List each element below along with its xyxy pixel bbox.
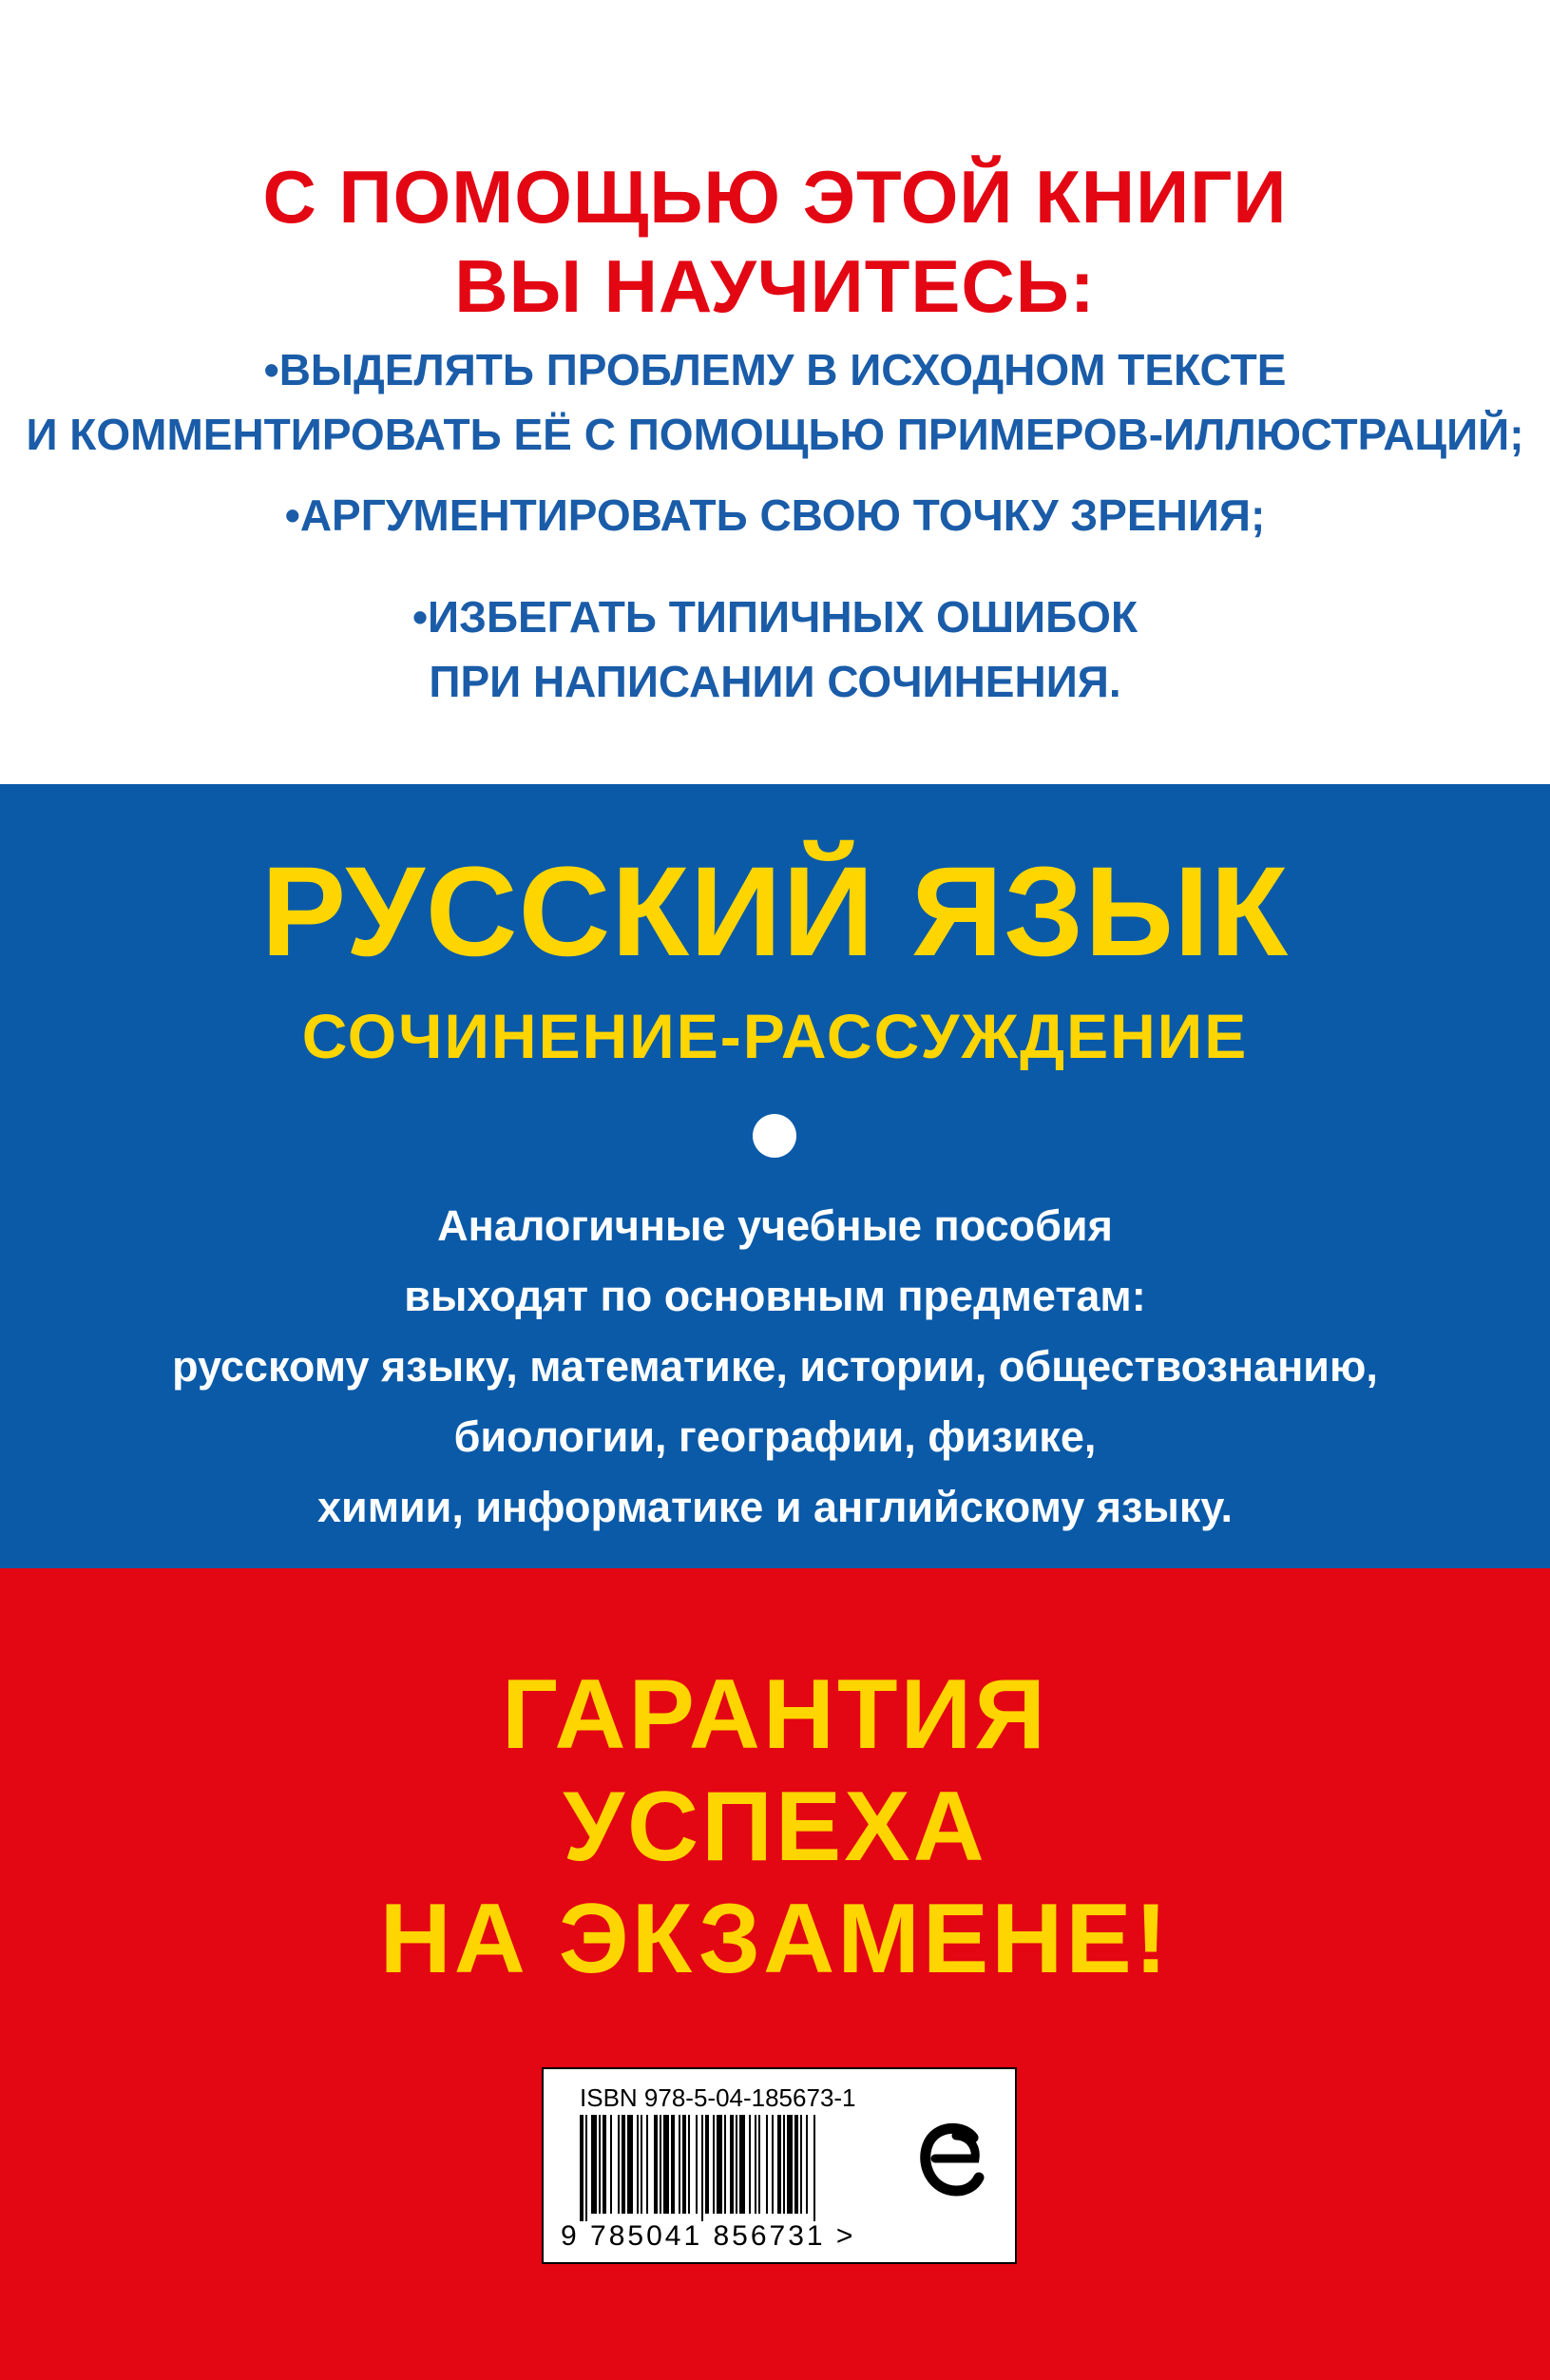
slogan-line-2: УСПЕХА xyxy=(563,1772,987,1882)
barcode-bar xyxy=(671,2115,675,2214)
barcode-bar xyxy=(663,2115,669,2214)
barcode-bars xyxy=(580,2115,893,2221)
barcode-bar xyxy=(713,2115,715,2214)
barcode-bar xyxy=(679,2115,680,2214)
barcode-bar xyxy=(813,2115,815,2221)
barcode-bar xyxy=(806,2115,808,2214)
series-line: химии, информатике и английскому языку. xyxy=(317,1483,1233,1531)
headline-line-1: С ПОМОЩЬЮ ЭТОЙ КНИГИ xyxy=(262,155,1288,239)
bullet-3-line-2: ПРИ НАПИСАНИИ СОЧИНЕНИЯ. xyxy=(429,657,1121,706)
barcode-bar xyxy=(749,2115,751,2214)
barcode-bar xyxy=(739,2115,745,2214)
barcode-bar xyxy=(591,2115,597,2214)
barcode-bar xyxy=(654,2115,658,2214)
barcode-bar xyxy=(618,2115,620,2214)
barcode-bar xyxy=(755,2115,756,2214)
barcode-bar xyxy=(627,2115,633,2214)
barcode-bar xyxy=(641,2115,642,2214)
bullet-1-line-1: •ВЫДЕЛЯТЬ ПРОБЛЕМУ В ИСХОДНОМ ТЕКСТЕ xyxy=(263,345,1287,394)
isbn-label: ISBN 978-5-04-185673-1 xyxy=(580,2083,856,2112)
barcode-bar xyxy=(603,2115,606,2214)
barcode-bar xyxy=(783,2115,785,2214)
bullet-argue-opinion xyxy=(0,483,1550,547)
barcode-bar xyxy=(787,2115,793,2214)
bullet-2-line-1: •АРГУМЕНТИРОВАТЬ СВОЮ ТОЧКУ ЗРЕНИЯ; xyxy=(284,490,1266,540)
slogan xyxy=(0,1659,1550,1995)
barcode-bar xyxy=(701,2115,703,2221)
barcode-digits: 9 785041 856731 > xyxy=(561,2220,856,2252)
barcode-bar xyxy=(580,2115,584,2221)
barcode-bar xyxy=(705,2115,709,2214)
bullet-identify-problem xyxy=(0,337,1550,467)
barcode-bar xyxy=(688,2115,690,2214)
barcode-bar xyxy=(772,2115,774,2214)
barcode-bar xyxy=(622,2115,625,2214)
separator-dot xyxy=(753,1114,796,1158)
slogan-line-3: НА ЭКЗАМЕНЕ! xyxy=(379,1884,1171,1994)
bullet-1-line-2: И КОММЕНТИРОВАТЬ ЕЁ С ПОМОЩЬЮ ПРИМЕРОВ-ИЛЛЮСТРАЦИЙ; xyxy=(26,410,1524,459)
barcode-bar xyxy=(800,2115,802,2214)
barcode-bar xyxy=(736,2115,737,2214)
series-line: биологии, географии, физике, xyxy=(453,1412,1097,1461)
barcode-bar xyxy=(777,2115,781,2214)
headline-line-2: ВЫ НАУЧИТЕСЬ: xyxy=(454,244,1096,328)
series-line: русскому языку, математике, истории, обществознанию, xyxy=(172,1342,1378,1391)
barcode-bar xyxy=(585,2115,587,2221)
bullet-3-line-1: •ИЗБЕГАТЬ ТИПИЧНЫХ ОШИБОК xyxy=(411,592,1139,642)
barcode-bar xyxy=(724,2115,726,2214)
barcode-bar xyxy=(730,2115,734,2214)
barcode-bar xyxy=(637,2115,639,2214)
subject-subtitle: СОЧИНЕНИЕ-РАССУЖДЕНИЕ xyxy=(301,1001,1249,1071)
barcode-bar xyxy=(794,2115,798,2214)
barcode-box xyxy=(542,2067,1017,2264)
barcode-bar xyxy=(696,2115,698,2214)
barcode-bar xyxy=(610,2115,612,2214)
barcode-bar xyxy=(758,2115,760,2214)
series-description xyxy=(0,1191,1550,1543)
barcode-bar xyxy=(717,2115,722,2214)
slogan-line-1: ГАРАНТИЯ xyxy=(502,1660,1048,1770)
barcode-bar xyxy=(599,2115,601,2214)
bullet-avoid-mistakes xyxy=(0,585,1550,714)
barcode-bar xyxy=(660,2115,661,2214)
barcode-bar xyxy=(766,2115,768,2214)
series-line: Аналогичные учебные пособия xyxy=(437,1201,1113,1250)
eksmo-logo-icon xyxy=(914,2109,990,2214)
barcode-bar xyxy=(646,2115,648,2214)
subject-title: РУССКИЙ ЯЗЫК xyxy=(260,841,1290,983)
barcode-bar xyxy=(682,2115,686,2214)
series-line: выходят по основным предметам: xyxy=(404,1272,1146,1320)
